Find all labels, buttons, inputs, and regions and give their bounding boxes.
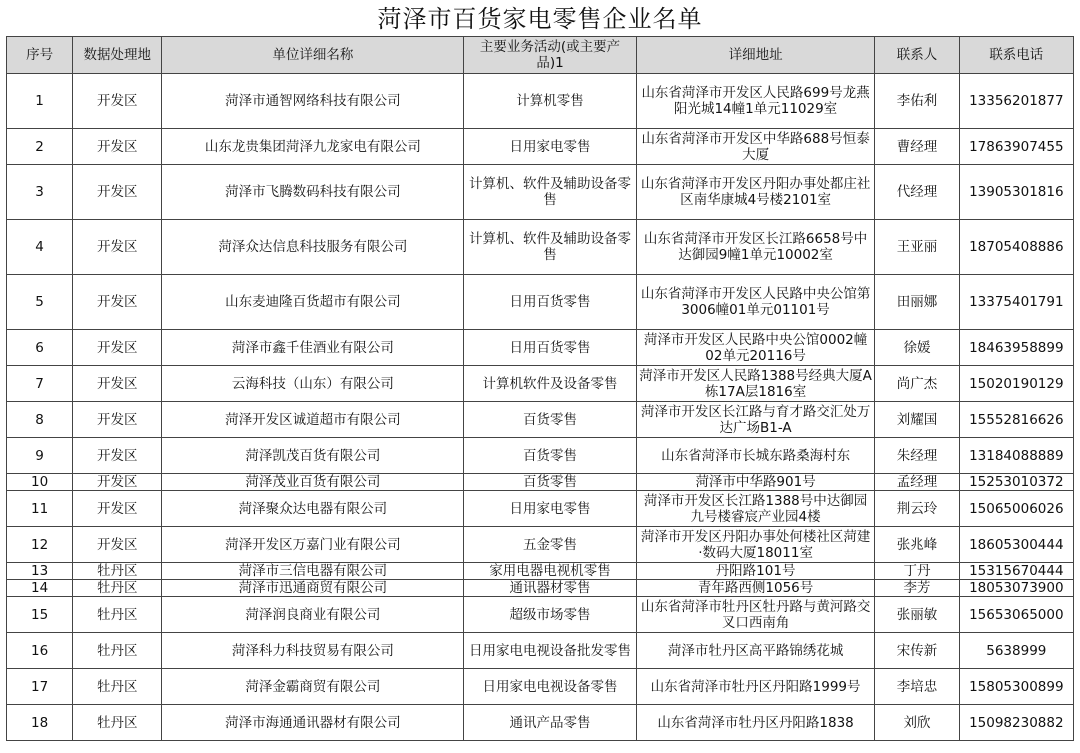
enterprise-table xyxy=(6,36,1074,741)
cell-address: 山东省菏泽市开发区长江路6658号中达御园9幢1单元10002室 xyxy=(636,220,875,275)
cell-phone: 18705408886 xyxy=(959,220,1073,275)
cell-main-business: 五金零售 xyxy=(464,527,636,563)
cell-index: 15 xyxy=(7,597,73,633)
cell-phone: 13184088889 xyxy=(959,438,1073,474)
table-row xyxy=(7,669,1074,705)
cell-main-business: 超级市场零售 xyxy=(464,597,636,633)
cell-contact: 尚广杰 xyxy=(875,366,959,402)
cell-contact: 张丽敏 xyxy=(875,597,959,633)
cell-contact: 王亚丽 xyxy=(875,220,959,275)
header-cell-contact: 联系人 xyxy=(875,37,959,74)
cell-index: 2 xyxy=(7,129,73,165)
cell-location: 牡丹区 xyxy=(73,597,162,633)
cell-main-business: 百货零售 xyxy=(464,474,636,491)
header-cell-address: 详细地址 xyxy=(636,37,875,74)
cell-address: 菏泽市开发区人民路1388号经典大厦A栋17A层1816室 xyxy=(636,366,875,402)
cell-company-name: 菏泽市迅通商贸有限公司 xyxy=(162,580,464,597)
cell-index: 12 xyxy=(7,527,73,563)
cell-index: 17 xyxy=(7,669,73,705)
table-row xyxy=(7,402,1074,438)
cell-location: 开发区 xyxy=(73,491,162,527)
cell-contact: 丁丹 xyxy=(875,563,959,580)
table-row xyxy=(7,580,1074,597)
cell-main-business: 日用家电电视设备批发零售 xyxy=(464,633,636,669)
cell-phone: 15805300899 xyxy=(959,669,1073,705)
cell-main-business: 通讯器材零售 xyxy=(464,580,636,597)
cell-phone: 18605300444 xyxy=(959,527,1073,563)
cell-contact: 田丽娜 xyxy=(875,275,959,330)
cell-contact: 李芳 xyxy=(875,580,959,597)
table-row xyxy=(7,474,1074,491)
cell-main-business: 计算机零售 xyxy=(464,74,636,129)
cell-address: 山东省菏泽市开发区中华路688号恒泰大厦 xyxy=(636,129,875,165)
cell-phone: 15253010372 xyxy=(959,474,1073,491)
cell-location: 开发区 xyxy=(73,165,162,220)
cell-company-name: 菏泽市三信电器有限公司 xyxy=(162,563,464,580)
cell-location: 牡丹区 xyxy=(73,563,162,580)
cell-phone: 15552816626 xyxy=(959,402,1073,438)
cell-company-name: 菏泽市通智网络科技有限公司 xyxy=(162,74,464,129)
cell-phone: 13356201877 xyxy=(959,74,1073,129)
cell-location: 开发区 xyxy=(73,438,162,474)
cell-phone: 15098230882 xyxy=(959,705,1073,741)
table-row xyxy=(7,275,1074,330)
cell-address: 菏泽市开发区丹阳办事处何楼社区菏建·数码大厦18011室 xyxy=(636,527,875,563)
cell-index: 7 xyxy=(7,366,73,402)
table-row xyxy=(7,597,1074,633)
cell-phone: 5638999 xyxy=(959,633,1073,669)
cell-address: 菏泽市牡丹区高平路锦绣花城 xyxy=(636,633,875,669)
cell-phone: 15315670444 xyxy=(959,563,1073,580)
cell-company-name: 菏泽市飞腾数码科技有限公司 xyxy=(162,165,464,220)
cell-index: 1 xyxy=(7,74,73,129)
cell-main-business: 通讯产品零售 xyxy=(464,705,636,741)
table-row xyxy=(7,438,1074,474)
header-cell-company-name: 单位详细名称 xyxy=(162,37,464,74)
cell-phone: 18463958899 xyxy=(959,330,1073,366)
cell-address: 山东省菏泽市牡丹区丹阳路1838 xyxy=(636,705,875,741)
cell-index: 8 xyxy=(7,402,73,438)
table-row xyxy=(7,705,1074,741)
cell-location: 牡丹区 xyxy=(73,580,162,597)
cell-main-business: 日用百货零售 xyxy=(464,330,636,366)
cell-contact: 刘耀国 xyxy=(875,402,959,438)
cell-main-business: 百货零售 xyxy=(464,402,636,438)
cell-address: 丹阳路101号 xyxy=(636,563,875,580)
cell-location: 开发区 xyxy=(73,74,162,129)
cell-index: 3 xyxy=(7,165,73,220)
cell-index: 6 xyxy=(7,330,73,366)
header-cell-main-business: 主要业务活动(或主要产品)1 xyxy=(464,37,636,74)
cell-contact: 刘欣 xyxy=(875,705,959,741)
cell-address: 山东省菏泽市长城东路桑海村东 xyxy=(636,438,875,474)
cell-main-business: 日用家电零售 xyxy=(464,491,636,527)
cell-main-business: 计算机、软件及辅助设备零售 xyxy=(464,165,636,220)
cell-index: 4 xyxy=(7,220,73,275)
cell-index: 14 xyxy=(7,580,73,597)
cell-location: 开发区 xyxy=(73,527,162,563)
cell-contact: 孟经理 xyxy=(875,474,959,491)
cell-company-name: 菏泽众达信息科技服务有限公司 xyxy=(162,220,464,275)
header-cell-phone: 联系电话 xyxy=(959,37,1073,74)
cell-contact: 曹经理 xyxy=(875,129,959,165)
cell-main-business: 日用百货零售 xyxy=(464,275,636,330)
cell-address: 山东省菏泽市牡丹区牡丹路与黄河路交叉口西南角 xyxy=(636,597,875,633)
cell-index: 13 xyxy=(7,563,73,580)
cell-contact: 李佑利 xyxy=(875,74,959,129)
cell-company-name: 菏泽金霸商贸有限公司 xyxy=(162,669,464,705)
cell-phone: 18053073900 xyxy=(959,580,1073,597)
cell-phone: 13905301816 xyxy=(959,165,1073,220)
cell-main-business: 计算机软件及设备零售 xyxy=(464,366,636,402)
cell-location: 开发区 xyxy=(73,330,162,366)
cell-company-name: 菏泽开发区万嘉门业有限公司 xyxy=(162,527,464,563)
table-row xyxy=(7,330,1074,366)
cell-address: 山东省菏泽市牡丹区丹阳路1999号 xyxy=(636,669,875,705)
table-row xyxy=(7,527,1074,563)
cell-contact: 徐媛 xyxy=(875,330,959,366)
cell-location: 开发区 xyxy=(73,474,162,491)
cell-location: 开发区 xyxy=(73,129,162,165)
cell-location: 牡丹区 xyxy=(73,669,162,705)
table-row xyxy=(7,563,1074,580)
cell-company-name: 菏泽市海通通讯器材有限公司 xyxy=(162,705,464,741)
table-row xyxy=(7,165,1074,220)
cell-index: 18 xyxy=(7,705,73,741)
cell-main-business: 计算机、软件及辅助设备零售 xyxy=(464,220,636,275)
cell-contact: 李培忠 xyxy=(875,669,959,705)
cell-main-business: 百货零售 xyxy=(464,438,636,474)
cell-company-name: 菏泽市鑫千佳酒业有限公司 xyxy=(162,330,464,366)
table-row xyxy=(7,633,1074,669)
cell-location: 开发区 xyxy=(73,402,162,438)
cell-contact: 荆云玲 xyxy=(875,491,959,527)
cell-phone: 13375401791 xyxy=(959,275,1073,330)
cell-address: 山东省菏泽市开发区人民路699号龙燕阳光城14幢1单元11029室 xyxy=(636,74,875,129)
header-row xyxy=(7,37,1074,74)
cell-index: 5 xyxy=(7,275,73,330)
cell-address: 菏泽市开发区长江路1388号中达御园九号楼睿宸产业园4楼 xyxy=(636,491,875,527)
cell-main-business: 日用家电零售 xyxy=(464,129,636,165)
cell-index: 11 xyxy=(7,491,73,527)
cell-phone: 15065006026 xyxy=(959,491,1073,527)
cell-contact: 张兆峰 xyxy=(875,527,959,563)
cell-location: 牡丹区 xyxy=(73,633,162,669)
cell-company-name: 菏泽凯茂百货有限公司 xyxy=(162,438,464,474)
cell-address: 山东省菏泽市开发区丹阳办事处都庄社区南华康城4号楼2101室 xyxy=(636,165,875,220)
cell-company-name: 菏泽润良商业有限公司 xyxy=(162,597,464,633)
cell-index: 9 xyxy=(7,438,73,474)
cell-company-name: 菏泽聚众达电器有限公司 xyxy=(162,491,464,527)
cell-company-name: 菏泽开发区诚道超市有限公司 xyxy=(162,402,464,438)
table-row xyxy=(7,129,1074,165)
table-row xyxy=(7,74,1074,129)
cell-contact: 宋传新 xyxy=(875,633,959,669)
cell-index: 10 xyxy=(7,474,73,491)
table-row xyxy=(7,491,1074,527)
cell-address: 山东省菏泽市开发区人民路中央公馆第3006幢01单元01101号 xyxy=(636,275,875,330)
cell-company-name: 山东麦迪隆百货超市有限公司 xyxy=(162,275,464,330)
cell-company-name: 云海科技（山东）有限公司 xyxy=(162,366,464,402)
cell-company-name: 菏泽科力科技贸易有限公司 xyxy=(162,633,464,669)
cell-company-name: 山东龙贵集团菏泽九龙家电有限公司 xyxy=(162,129,464,165)
cell-address: 青年路西侧1056号 xyxy=(636,580,875,597)
cell-phone: 15020190129 xyxy=(959,366,1073,402)
cell-address: 菏泽市中华路901号 xyxy=(636,474,875,491)
cell-address: 菏泽市开发区人民路中央公馆0002幢02单元20116号 xyxy=(636,330,875,366)
cell-index: 16 xyxy=(7,633,73,669)
cell-phone: 17863907455 xyxy=(959,129,1073,165)
header-cell-index: 序号 xyxy=(7,37,73,74)
cell-main-business: 日用家电电视设备零售 xyxy=(464,669,636,705)
cell-company-name: 菏泽茂业百货有限公司 xyxy=(162,474,464,491)
cell-contact: 朱经理 xyxy=(875,438,959,474)
cell-location: 牡丹区 xyxy=(73,705,162,741)
table-row xyxy=(7,220,1074,275)
cell-location: 开发区 xyxy=(73,220,162,275)
cell-contact: 代经理 xyxy=(875,165,959,220)
table-row xyxy=(7,366,1074,402)
header-cell-location: 数据处理地 xyxy=(73,37,162,74)
cell-address: 菏泽市开发区长江路与育才路交汇处万达广场B1-A xyxy=(636,402,875,438)
sheet-title: 菏泽市百货家电零售企业名单 xyxy=(377,5,703,33)
cell-main-business: 家用电器电视机零售 xyxy=(464,563,636,580)
cell-location: 开发区 xyxy=(73,275,162,330)
cell-phone: 15653065000 xyxy=(959,597,1073,633)
cell-location: 开发区 xyxy=(73,366,162,402)
